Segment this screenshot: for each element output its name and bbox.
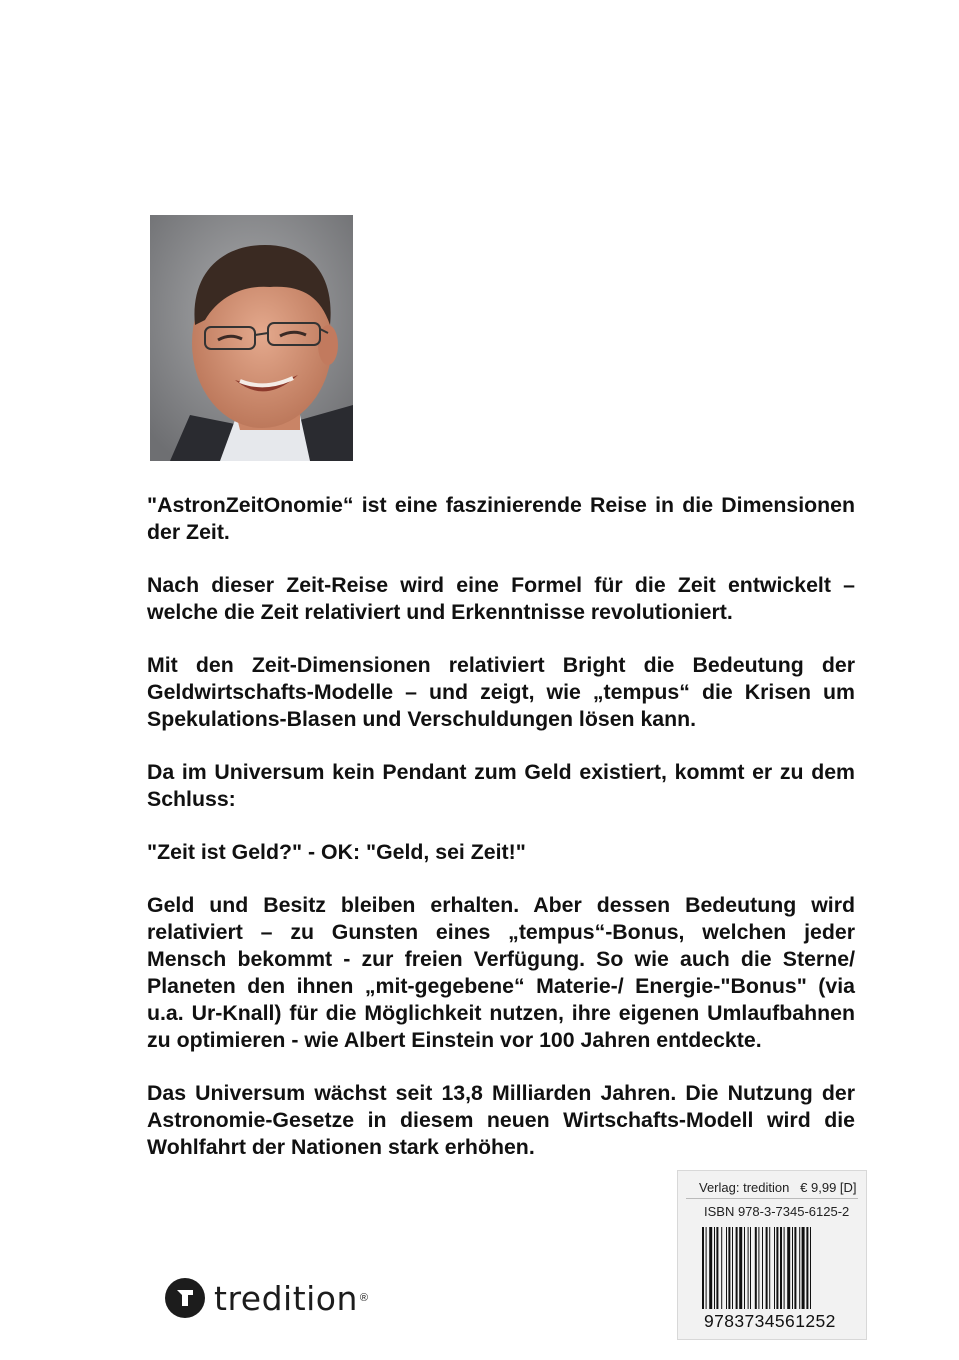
barcode-bar: [709, 1227, 712, 1309]
barcode-bar: [769, 1227, 770, 1309]
isbn-barcode-box: [677, 1170, 867, 1340]
barcode-bar: [726, 1227, 727, 1309]
barcode-bar: [755, 1227, 757, 1309]
blurb-paragraph: Da im Universum kein Pendant zum Geld existiert, kommt er zu dem Schluss:: [147, 760, 855, 811]
barcode-bar: [776, 1227, 778, 1309]
back-cover-blurb: [147, 492, 855, 1187]
barcode-bar: [780, 1227, 782, 1309]
barcode-bar: [799, 1227, 800, 1309]
isbn-line: ISBN 978-3-7345-6125-2: [704, 1204, 850, 1219]
barcode-bar: [774, 1227, 775, 1309]
blurb-quote: "Zeit ist Geld?" - OK: "Geld, sei Zeit!": [147, 840, 526, 864]
blurb-paragraph: Geld und Besitz bleiben erhalten. Aber dessen Bedeutung wird relativiert – zu Gunsten eines „tempus“-Bonus, welchen jeder Mensch bekommt - zur freien Verfügung. So wie auch die Sterne/ Planeten den ihnen „mit-gegebene“ Materie-/ Energie-"Bonus" (via u.a. Ur-Knall) für die Möglichkeit nutzen, ihre eigenen Umlaufbahnen zu optimieren - wie Albert Einstein vor 100 Jahren entdeckte.: [147, 893, 855, 1052]
barcode-bar: [794, 1227, 796, 1309]
barcode-bar: [810, 1227, 811, 1309]
publisher-name: tredition: [214, 1278, 358, 1318]
barcode-bar: [728, 1227, 730, 1309]
barcode-bar: [744, 1227, 745, 1309]
blurb-paragraph: Das Universum wächst seit 13,8 Milliarden Jahren. Die Nutzung der Astronomie-Gesetze in diesem neuen Wirtschafts-Modell wird die Wohlfahrt der Nationen stark erhöhen.: [147, 1081, 855, 1159]
barcode-bars: [702, 1227, 848, 1309]
price-line: Verlag: tredition € 9,99 [D]: [699, 1180, 857, 1195]
barcode-bar: [762, 1227, 763, 1309]
barcode-bar: [750, 1227, 751, 1309]
barcode-bar: [714, 1227, 715, 1309]
barcode-bar: [702, 1227, 704, 1309]
barcode-bar: [736, 1227, 738, 1309]
divider: [686, 1198, 858, 1199]
registered-mark: ®: [359, 1292, 369, 1304]
barcode-bar: [748, 1227, 749, 1309]
barcode-bar: [806, 1227, 808, 1309]
barcode-bar: [721, 1227, 722, 1309]
barcode-bar: [716, 1227, 718, 1309]
barcode-bar: [706, 1227, 707, 1309]
barcode-bar: [766, 1227, 768, 1309]
barcode-bar: [739, 1227, 742, 1309]
author-photo: [150, 215, 353, 461]
publisher-logo: [165, 1276, 368, 1320]
barcode-bar: [792, 1227, 793, 1309]
barcode-bar: [784, 1227, 785, 1309]
barcode-bar: [758, 1227, 759, 1309]
barcode-digits: 9783734561252: [704, 1311, 836, 1331]
barcode-bar: [787, 1227, 790, 1309]
barcode-bar: [802, 1227, 805, 1309]
tredition-logo-icon: [165, 1278, 205, 1318]
blurb-paragraph: Mit den Zeit-Dimensionen relativiert Bright die Bedeutung der Geldwirtschafts-Modelle – und zeigt, wie „tempus“ die Krisen um Spekulations-Blasen und Verschuldungen lösen kann.: [147, 653, 855, 731]
blurb-paragraph: "AstronZeitOnomie“ ist eine faszinierende Reise in die Dimensionen der Zeit.: [147, 493, 855, 544]
barcode-bar: [732, 1227, 733, 1309]
blurb-paragraph: Nach dieser Zeit-Reise wird eine Formel für die Zeit entwickelt – welche die Zeit relativiert und Erkenntnisse revolutioniert.: [147, 573, 855, 624]
